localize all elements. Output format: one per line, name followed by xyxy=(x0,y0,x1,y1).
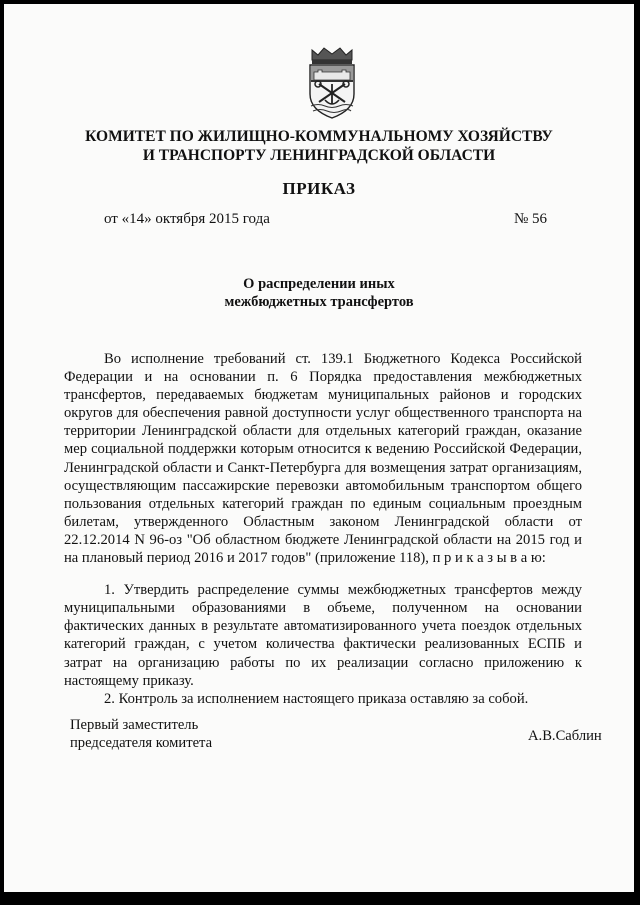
signatory-name: А.В.Саблин xyxy=(528,728,602,744)
subject-line2: межбюджетных трансфертов xyxy=(224,294,414,310)
document-type: ПРИКАЗ xyxy=(282,179,356,198)
document-subject xyxy=(164,275,474,311)
committee-name-line2: И ТРАНСПОРТУ ЛЕНИНГРАДСКОЙ ОБЛАСТИ xyxy=(142,147,496,164)
document-number: № 56 xyxy=(514,211,548,227)
document-date: от «14» октября 2015 года xyxy=(104,211,270,227)
order-item-2: 2. Контроль за исполнением настоящего приказа оставляю за собой. xyxy=(104,690,529,707)
subject-line1: О распределении иных xyxy=(243,276,395,292)
coat-of-arms-icon xyxy=(304,46,360,120)
preamble-paragraph: Во исполнение требований ст. 139.1 Бюджетного Кодекса Российской Федерации и на основании п. 6 Порядка предоставления межбюджетных трансфертов, передаваемых бюджетам муниципальных районов и городских округов для обеспечения равной доступности услуг общественного транспорта на территории Ленинградской области для отдельных категорий граждан, оказание мер социальной поддержки которым относится к ведению Российской Федерации, Ленинградской области и Санкт-Петербурга для возмещения затрат организациям, осуществляющим пассажирские перевозки автомобильным транспортом общего пользования отдельных категорий граждан по единым социальным проездным билетам, утвержденного Областным законом Ленинградской области от 22.12.2014 N 96-оз "Об областном бюджете Ленинградской области на 2015 год и на плановый период 2016 и 2017 годов" (приложение 118), п р и к а з ы в а ю: xyxy=(64,351,582,567)
document-page xyxy=(4,4,634,892)
signatory-position xyxy=(70,716,212,752)
signatory-position-line1: Первый заместитель xyxy=(70,717,199,733)
order-item-1: 1. Утвердить распределение суммы межбюджетных трансфертов между муниципальными образованиями в объеме, полученном на основании фактических данных в результате автоматизированного учета поездок отдельных категорий граждан, с учетом количества фактически реализованных ЕСПБ и затрат на организацию работы по их реализации согласно приложению к настоящему приказу. xyxy=(64,582,582,689)
committee-name xyxy=(64,127,574,165)
signatory-position-line2: председателя комитета xyxy=(70,735,213,751)
document-body xyxy=(64,350,582,708)
committee-name-line1: КОМИТЕТ ПО ЖИЛИЩНО-КОММУНАЛЬНОМУ ХОЗЯЙСТВУ xyxy=(85,128,553,145)
